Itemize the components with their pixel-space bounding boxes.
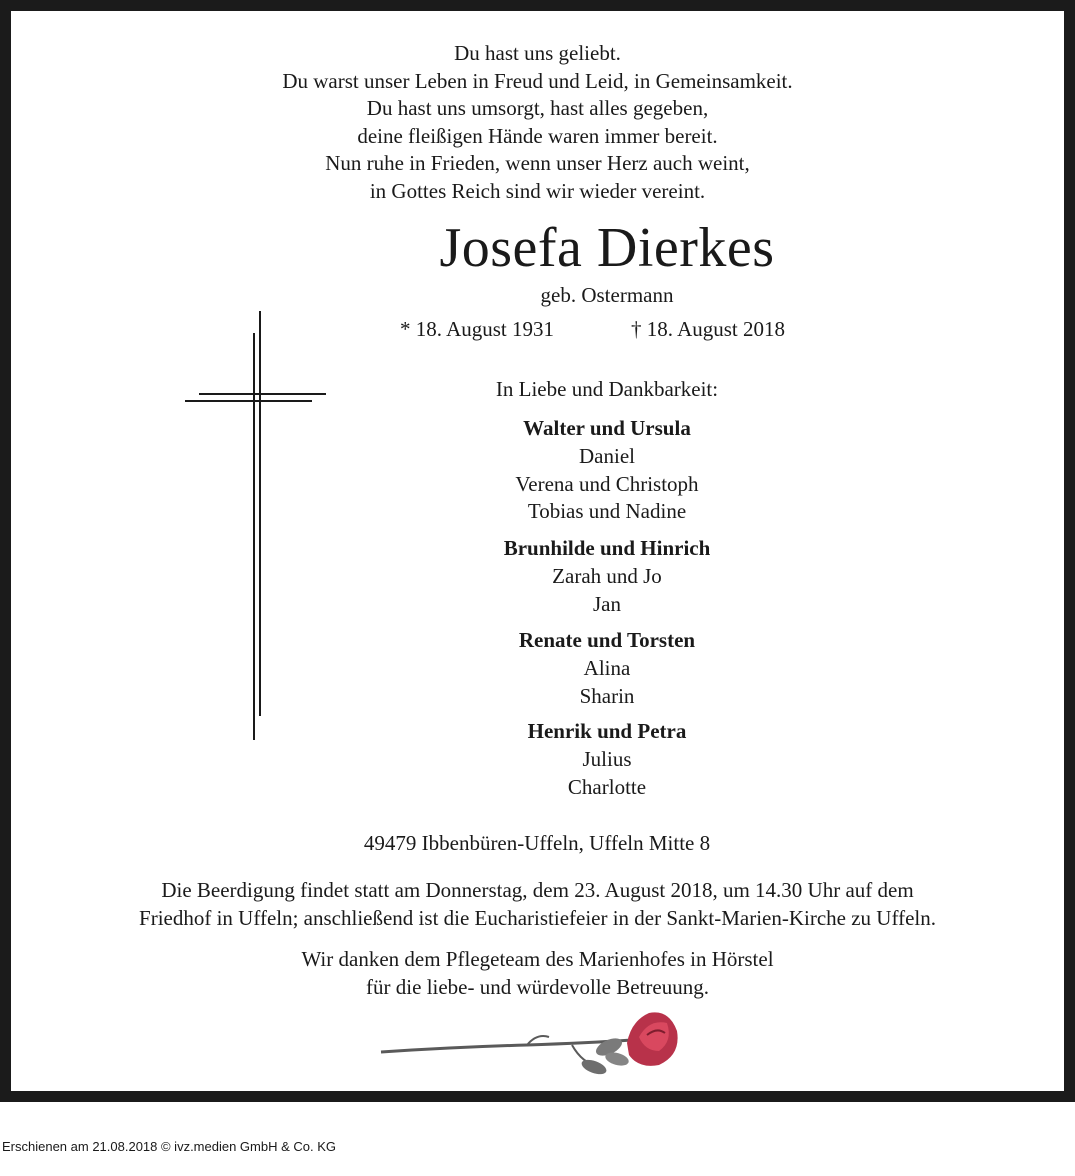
family-head: Henrik und Petra bbox=[527, 719, 687, 743]
family-member: Julius bbox=[582, 746, 632, 771]
address: 49479 Ibbenbüren-Uffeln, Uffeln Mitte 8 bbox=[363, 831, 711, 855]
funeral-line: Die Beerdigung findet statt am Donnerstag, dem 23. August 2018, um 14.30 Uhr auf dem bbox=[161, 878, 914, 902]
family-member: Verena und Christoph bbox=[515, 471, 699, 496]
family-member: Zarah und Jo bbox=[552, 563, 662, 588]
obituary-paper bbox=[11, 11, 1064, 1091]
maiden-name: geb. Ostermann bbox=[540, 283, 674, 307]
poem-line: Nun ruhe in Frieden, wenn unser Herz auch weint, bbox=[325, 151, 750, 176]
poem-line: Du hast uns geliebt. bbox=[454, 41, 621, 65]
poem bbox=[11, 40, 1064, 206]
family-member: Tobias und Nadine bbox=[527, 499, 687, 524]
family-member: Charlotte bbox=[567, 774, 647, 799]
intro-text: In Liebe und Dankbarkeit: bbox=[495, 377, 719, 401]
family-member: Daniel bbox=[579, 443, 635, 468]
poem-line: deine fleißigen Hände waren immer bereit. bbox=[357, 123, 718, 148]
publication-footer: Erschienen am 21.08.2018 © ivz.medien GmbH & Co. KG bbox=[2, 1139, 337, 1154]
family-member: Sharin bbox=[579, 683, 635, 708]
funeral-info bbox=[11, 876, 1064, 932]
birth-date: * 18. August 1931 bbox=[400, 317, 555, 341]
death-date: † 18. August 2018 bbox=[631, 317, 786, 341]
thanks-line: für die liebe- und würdevolle Betreuung. bbox=[366, 975, 709, 999]
thanks-text bbox=[11, 945, 1064, 1001]
rose-icon bbox=[377, 1007, 697, 1083]
deceased-name: Josefa Dierkes bbox=[439, 217, 775, 279]
family-head: Renate und Torsten bbox=[518, 628, 696, 652]
family-group bbox=[407, 414, 807, 525]
family-group bbox=[407, 626, 807, 709]
family-member: Jan bbox=[593, 591, 621, 616]
family-head: Walter und Ursula bbox=[523, 416, 691, 440]
poem-line: Du hast uns umsorgt, hast alles gegeben, bbox=[366, 96, 709, 121]
poem-line: Du warst unser Leben in Freud und Leid, in Gemeinsamkeit. bbox=[282, 68, 793, 93]
family-group bbox=[407, 717, 807, 800]
family-head: Brunhilde und Hinrich bbox=[503, 536, 711, 560]
funeral-line: Friedhof in Uffeln; anschließend ist die Eucharistiefeier in der Sankt-Marien-Kirche zu Uffeln. bbox=[139, 906, 936, 930]
family-member: Alina bbox=[583, 655, 631, 680]
family-group bbox=[407, 534, 807, 617]
poem-line: in Gottes Reich sind wir wieder vereint. bbox=[369, 178, 706, 203]
thanks-line: Wir danken dem Pflegeteam des Marienhofes in Hörstel bbox=[301, 947, 774, 971]
